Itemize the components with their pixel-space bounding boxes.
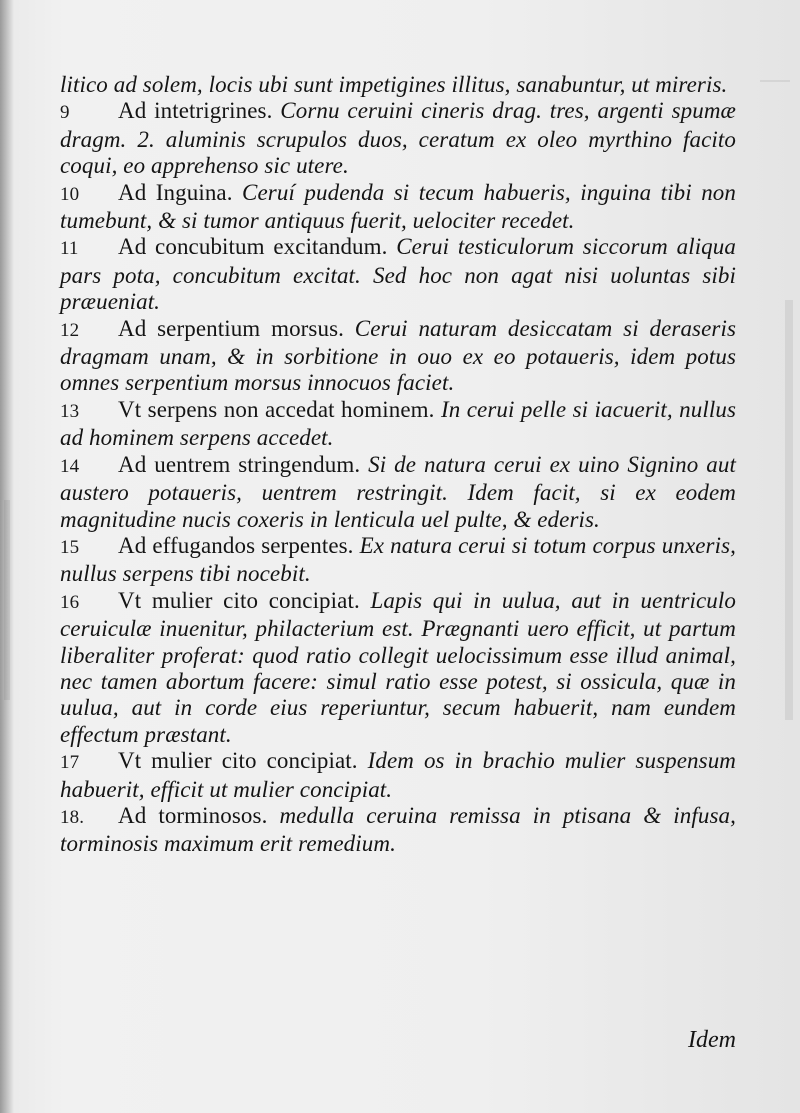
entry-text: Cerui naturam desiccatam si deraseris dragmam unam, & in sorbitione in ouo ex eo potaueris, idem potus omnes serpentium morsus innocuos faciet. xyxy=(60,315,736,396)
entry-17 xyxy=(60,748,736,803)
entry-number: 13 xyxy=(60,400,80,422)
entry-18 xyxy=(60,803,736,858)
entry-number: 9 xyxy=(60,102,70,124)
entry-13 xyxy=(60,397,736,452)
entry-9 xyxy=(60,98,736,179)
entry-number: 12 xyxy=(60,319,80,341)
entry-text: In cerui pelle si iacuerit, nullus ad hominem serpens accedet. xyxy=(60,396,736,451)
entry-number: 16 xyxy=(60,591,80,613)
entry-heading: Vt mulier cito concipiat. xyxy=(118,748,358,774)
page-footer xyxy=(60,1027,736,1057)
entry-text: Lapis qui in uulua, aut in uentriculo ceruiculæ inuenitur, philacterium est. Prægnanti uero efficit, ut partum liberaliter proferat: quod ratio collegit uelocissimum esse illud animal, nec tamen abortum facere: simul ratio esse potest, si ossicula, quæ in uulua, aut in corde eius reperiuntur, secum habuerit, nam eundem effectum præstant. xyxy=(60,587,736,747)
catchword: Idem xyxy=(688,1027,736,1053)
entry-number: 18. xyxy=(60,806,85,828)
entry-number: 11 xyxy=(60,238,79,260)
entry-16 xyxy=(60,588,736,748)
entry-text: Si de natura cerui ex uino Signino aut austero potaueris, uentrem restringit. Idem facit, si ex eodem magnitudine nucis coxeris in lenticula uel pulte, & ederis. xyxy=(60,451,736,532)
entry-heading: Vt serpens non accedat hominem. xyxy=(118,396,435,422)
entry-heading: Ad Inguina. xyxy=(118,179,233,205)
entry-number: 17 xyxy=(60,752,80,774)
entry-10 xyxy=(60,180,736,235)
entry-12 xyxy=(60,316,736,397)
entry-heading: Ad effugandos serpentes. xyxy=(118,532,354,558)
entry-text: Cerui testiculorum siccorum aliqua pars pota, concubitum excitat. Sed hoc non agat nisi uoluntas sibi præueniat. xyxy=(60,234,736,315)
entry-text: medulla ceruina remissa in ptisana & infusa, torminosis maximum erit remedium. xyxy=(60,802,736,857)
entry-14 xyxy=(60,452,736,533)
entry-number: 15 xyxy=(60,536,80,558)
entry-heading: Ad intetrigrines. xyxy=(118,98,273,124)
entry-text: Idem os in brachio mulier suspensum habuerit, efficit ut mulier concipiat. xyxy=(60,748,737,802)
entry-number: 10 xyxy=(60,183,80,205)
entry-11 xyxy=(60,234,736,315)
entry-heading: Vt mulier cito concipiat. xyxy=(118,587,360,613)
intro-paragraph: litico ad solem, locis ubi sunt impetigines illitus, sanabuntur, ut mireris. xyxy=(60,72,728,97)
entry-heading: Ad serpentium morsus. xyxy=(118,315,344,341)
entry-15 xyxy=(60,533,736,588)
entry-number: 14 xyxy=(60,455,80,477)
entry-heading: Ad torminosos. xyxy=(118,802,268,828)
entry-heading: Ad concubitum excitandum. xyxy=(118,234,388,260)
entry-heading: Ad uentrem stringendum. xyxy=(118,451,361,477)
entry-text: Ex natura cerui si totum corpus unxeris, nullus serpens tibi nocebit. xyxy=(60,532,736,587)
entry-text: Cornu ceruini cineris drag. tres, argenti spumæ dragm. 2. aluminis scrupulos duos, ceratum ex oleo myrthino facito coqui, eo apprehenso sic utere. xyxy=(60,98,736,179)
page-text xyxy=(60,72,736,858)
entry-text: Ceruí pudenda si tecum habueris, inguina tibi non tumebunt, & si tumor antiquus fuerit, uelociter recedet. xyxy=(60,179,736,234)
